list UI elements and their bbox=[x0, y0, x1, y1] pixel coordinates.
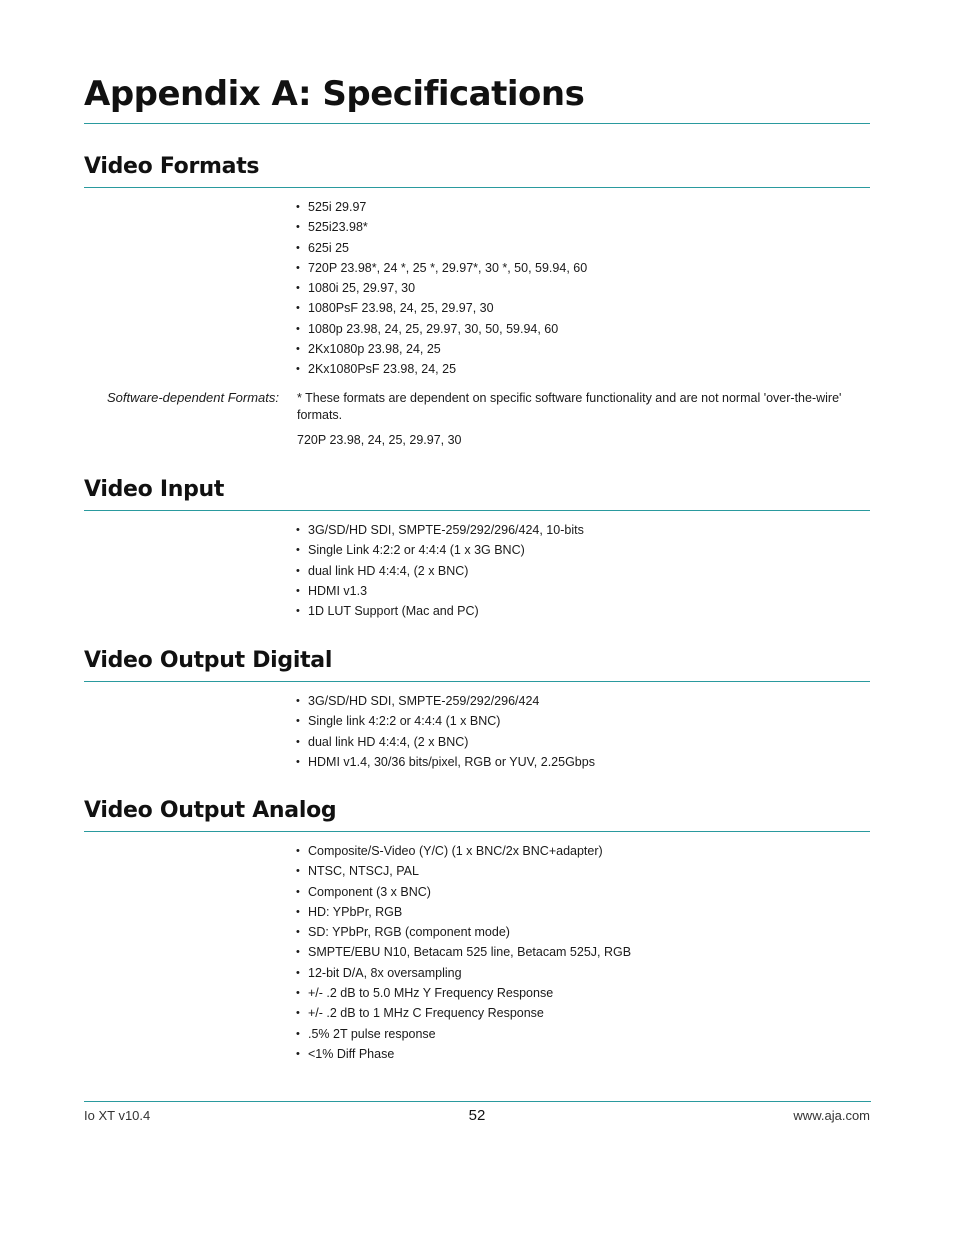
list-item: • +/- .2 dB to 5.0 MHz Y Frequency Response bbox=[296, 986, 631, 1006]
list-item: • Composite/S-Video (Y/C) (1 x BNC/2x BNC+adapter) bbox=[296, 844, 631, 864]
section-title-video-input: Video Input bbox=[84, 477, 225, 502]
list-item: • 525i23.98* bbox=[296, 220, 587, 240]
video-output-digital-list bbox=[296, 694, 595, 775]
list-item: • Component (3 x BNC) bbox=[296, 885, 631, 905]
list-item: • +/- .2 dB to 1 MHz C Frequency Response bbox=[296, 1006, 631, 1026]
list-item: • 1080PsF 23.98, 24, 25, 29.97, 30 bbox=[296, 301, 587, 321]
list-item: • 525i 29.97 bbox=[296, 200, 587, 220]
list-item: • Single link 4:2:2 or 4:4:4 (1 x BNC) bbox=[296, 714, 595, 734]
footer-product: Io XT v10.4 bbox=[84, 1108, 151, 1123]
list-item: • dual link HD 4:4:4, (2 x BNC) bbox=[296, 564, 584, 584]
list-item: • 2Kx1080PsF 23.98, 24, 25 bbox=[296, 362, 587, 382]
footer-rule bbox=[84, 1101, 871, 1102]
section-rule bbox=[84, 831, 870, 832]
list-item: • .5% 2T pulse response bbox=[296, 1027, 631, 1047]
section-rule bbox=[84, 681, 870, 682]
section-title-video-formats: Video Formats bbox=[84, 154, 260, 179]
list-item: • HDMI v1.4, 30/36 bits/pixel, RGB or YUV, 2.25Gbps bbox=[296, 755, 595, 775]
footer-website[interactable]: www.aja.com bbox=[793, 1108, 870, 1123]
software-dependent-note: * These formats are dependent on specific software functionality and are not normal 'over-the-wire' formats. bbox=[297, 391, 842, 422]
list-item: • 12-bit D/A, 8x oversampling bbox=[296, 966, 631, 986]
list-item: • 3G/SD/HD SDI, SMPTE-259/292/296/424 bbox=[296, 694, 595, 714]
list-item: • <1% Diff Phase bbox=[296, 1047, 631, 1067]
list-item: • 1080i 25, 29.97, 30 bbox=[296, 281, 587, 301]
section-rule bbox=[84, 187, 870, 188]
section-title-video-output-analog: Video Output Analog bbox=[84, 798, 337, 823]
list-item: • HDMI v1.3 bbox=[296, 584, 584, 604]
list-item: • 1080p 23.98, 24, 25, 29.97, 30, 50, 59.94, 60 bbox=[296, 322, 587, 342]
list-item: • SMPTE/EBU N10, Betacam 525 line, Betacam 525J, RGB bbox=[296, 945, 631, 965]
list-item: • SD: YPbPr, RGB (component mode) bbox=[296, 925, 631, 945]
software-dependent-label: Software-dependent Formats: bbox=[107, 390, 279, 405]
footer-page-number: 52 bbox=[468, 1107, 486, 1124]
list-item: • 625i 25 bbox=[296, 241, 587, 261]
list-item: • 3G/SD/HD SDI, SMPTE-259/292/296/424, 10-bits bbox=[296, 523, 584, 543]
list-item: • 720P 23.98*, 24 *, 25 *, 29.97*, 30 *, 50, 59.94, 60 bbox=[296, 261, 587, 281]
list-item: • 2Kx1080p 23.98, 24, 25 bbox=[296, 342, 587, 362]
list-item: • 1D LUT Support (Mac and PC) bbox=[296, 604, 584, 624]
page-title: Appendix A: Specifications bbox=[84, 74, 585, 114]
list-item: • HD: YPbPr, RGB bbox=[296, 905, 631, 925]
section-rule bbox=[84, 510, 870, 511]
software-dependent-formats: 720P 23.98, 24, 25, 29.97, 30 bbox=[297, 433, 462, 447]
video-output-analog-list bbox=[296, 844, 631, 1067]
title-rule bbox=[84, 123, 870, 124]
section-title-video-output-digital: Video Output Digital bbox=[84, 648, 333, 673]
video-formats-list bbox=[296, 200, 587, 383]
list-item: • NTSC, NTSCJ, PAL bbox=[296, 864, 631, 884]
list-item: • dual link HD 4:4:4, (2 x BNC) bbox=[296, 735, 595, 755]
video-input-list bbox=[296, 523, 584, 624]
list-item: • Single Link 4:2:2 or 4:4:4 (1 x 3G BNC) bbox=[296, 543, 584, 563]
